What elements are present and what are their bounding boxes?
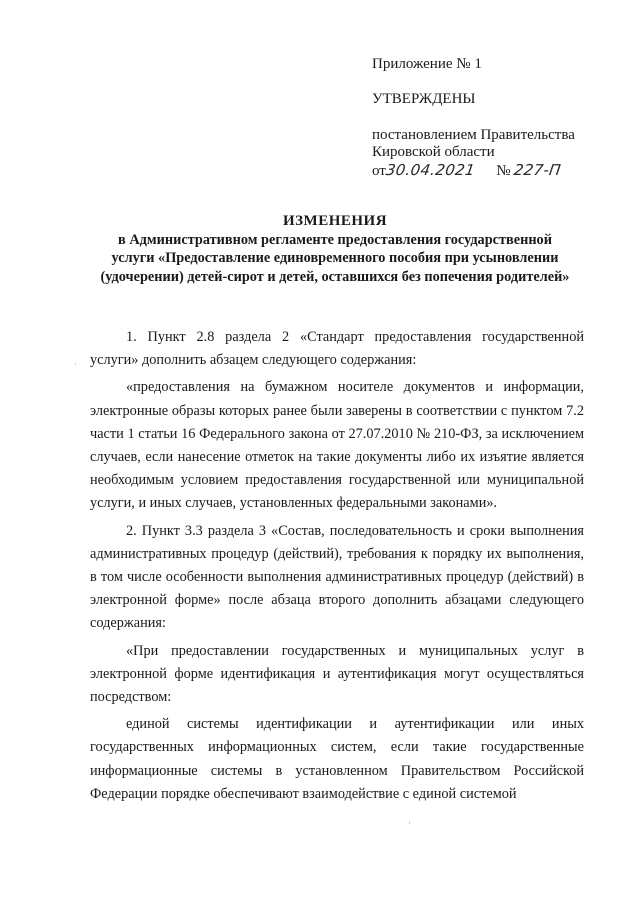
paragraph-3: 2. Пункт 3.3 раздела 3 «Состав, последовательность и сроки выполнения административных процедур (действий), требования к порядку их выполнения, в том числе особенности выполнения административных процедур (действий) в электронной форме» после абзаца второго дополнить абзацами следующего содержания:	[90, 522, 584, 632]
approved-by-line1: постановлением Правительства	[372, 127, 575, 143]
date-prefix: от	[372, 163, 386, 179]
number-prefix: №	[496, 163, 511, 179]
document-title	[100, 212, 570, 286]
paragraph-2: «предоставления на бумажном носителе документов и информации, электронные образы которых ранее были заверены в соответствии с пунктом 7.2 части 1 статьи 16 Федерального закона от 27.07.2010 № 210-ФЗ, за исключением случаев, если нанесение отметок на такие документы либо их изъятие является необходимым условием предоставления государственной или муниципальной услуги, и иных случаев, установленных федеральными законами».	[90, 379, 584, 512]
appendix-label: Приложение № 1	[372, 56, 482, 72]
approved-label: УТВЕРЖДЕНЫ	[372, 91, 476, 107]
paragraph-4: «При предоставлении государственных и муниципальных услуг в электронной форме идентификация и аутентификация могут осуществляться посредством:	[90, 642, 584, 706]
scan-speck: ˙	[74, 362, 77, 372]
handwritten-date: 30.04.2021	[384, 161, 477, 179]
handwritten-number: 227-П	[513, 161, 563, 179]
title-subtitle: в Административном регламенте предоставления государственной услуги «Предоставление единовременного пособия при усыновлении (удочерении) детей-сирот и детей, оставшихся без попечения родителей»	[100, 231, 570, 285]
document-body	[90, 326, 584, 806]
paragraph-1: 1. Пункт 2.8 раздела 2 «Стандарт предоставления государственной услуги» дополнить абзацем следующего содержания:	[90, 329, 584, 369]
approved-by-line2: Кировской области	[372, 144, 495, 160]
paragraph-5: единой системы идентификации и аутентификации или иных государственных информационных систем, если такие государственные информационные системы в установленном Правительством Российской Федерации порядке обеспечивают взаимодействие с единой системой	[90, 716, 584, 802]
decree-date-number	[372, 161, 561, 180]
title-heading: ИЗМЕНЕНИЯ	[282, 213, 388, 229]
scan-speck: ·	[408, 818, 411, 828]
